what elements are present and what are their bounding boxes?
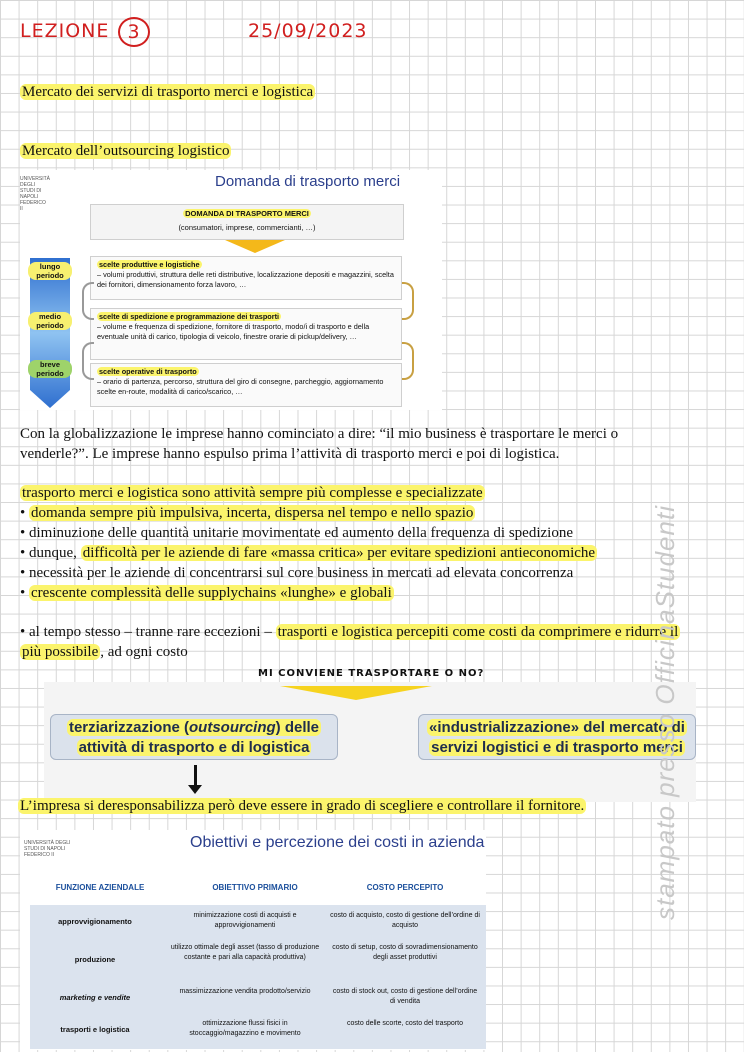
bullet: •: [20, 545, 26, 561]
list-item-4: necessità per le aziende di concentrarsi sul core business in mercati ad elevata concorrenza: [29, 565, 574, 581]
down-arrow-icon: [225, 240, 285, 253]
block-production-title: scelte produttive e logistiche: [99, 260, 200, 269]
cell-costo: costo di acquisto, costo di gestione dell’ordine di acquisto: [330, 912, 480, 929]
option-left-line2: attività di trasporto e di logistica: [78, 739, 310, 756]
block-shipping-text: – volume e frequenza di spedizione, fornitore di trasporto, modo/i di trasporto e della eventuale unità di carico, tipologia di veicolo, finestre orarie di pickup/delivery, …: [97, 322, 370, 341]
col-costo: COSTO PERCEPITO: [366, 883, 444, 892]
figure-obiettivi-costi: [20, 830, 486, 1050]
feedback-arrow-icon: [402, 342, 414, 380]
option-left-c: ) delle: [275, 719, 320, 736]
time-arrow-icon: [30, 258, 70, 408]
option-right-line2: servizi logistici e di trasporto merci: [431, 739, 683, 756]
list-item-6d: , ad ogni costo: [100, 644, 188, 660]
option-right-line1: «industrializzazione» del mercato di: [429, 719, 685, 736]
heading-market: Mercato dei servizi di trasporto merci e logistica: [22, 84, 314, 100]
heading-outsourcing: Mercato dell’outsourcing logistico: [22, 143, 230, 159]
university-logo: UNIVERSITÀ DEGLI STUDI DI NAPOLI FEDERICO II: [24, 840, 71, 858]
table-body: [30, 905, 486, 1049]
block-production: [90, 256, 402, 300]
list-item-3a: dunque,: [29, 545, 81, 561]
paragraph-line-2: venderle?”. Le imprese hanno espulso prima l’attività di trasporto merci e poi di logistica.: [20, 446, 560, 462]
list-intro: trasporto merci e logistica sono attività sempre più complesse e specializzate: [22, 485, 483, 501]
block-production-text: – volumi produttivi, struttura delle reti distributive, localizzazione depositi e magazzini, scelta dei fornitori, dimensionamento forza lavoro, …: [97, 270, 394, 289]
cell-funzione: produzione: [74, 955, 116, 964]
option-outsourcing: [50, 714, 338, 760]
paragraph-line-1: Con la globalizzazione le imprese hanno cominciato a dire: “il mio business è trasportare le merci o: [20, 426, 619, 442]
block-shipping-title: scelte di spedizione e programmazione dei trasporti: [99, 312, 280, 321]
lesson-number: 3: [118, 17, 150, 47]
figure1-title: Domanda di trasporto merci: [215, 173, 401, 190]
cell-funzione: trasporti e logistica: [60, 1025, 130, 1034]
figure-domanda-trasporto: [20, 170, 442, 410]
cell-funzione: approvvigionamento: [58, 917, 132, 926]
cell-obiettivo: massimizzazione vendita prodotto/servizio: [179, 988, 311, 995]
list-item-1: domanda sempre più impulsiva, incerta, dispersa nel tempo e nello spazio: [31, 505, 474, 521]
col-funzione: FUNZIONE AZIENDALE: [55, 883, 145, 892]
block-operative: [90, 363, 402, 407]
bullet: •: [20, 624, 26, 640]
handwritten-question: MI CONVIENE TRASPORTARE O NO?: [258, 668, 485, 679]
period-medium: medio periodo: [28, 312, 72, 330]
cell-obiettivo: utilizzo ottimale degli asset (tasso di produzione costante e pari alla capacità produttiva): [170, 944, 320, 961]
list-item-5: crescente complessità delle supplychains «lunghe» e globali: [31, 585, 392, 601]
period-long: lungo periodo: [28, 262, 72, 280]
cell-obiettivo: ottimizzazione flussi fisici in stoccaggio/magazzino e movimento: [189, 1020, 301, 1037]
cell-costo: costo di setup, costo di sovradimensionamento degli asset produttivi: [332, 944, 478, 961]
conclusion: L’impresa si deresponsabilizza però deve essere in grado di scegliere e controllare il fornitore.: [20, 798, 585, 814]
list-item-6c: più possibile: [22, 644, 99, 660]
bullet: •: [20, 585, 26, 601]
list-item-6b: trasporti e logistica percepiti come costi da comprimere e ridurre il: [277, 624, 679, 640]
option-left-b: outsourcing: [189, 719, 276, 736]
block-operative-title: scelte operative di trasporto: [99, 367, 197, 376]
lesson-label: LEZIONE: [20, 20, 110, 42]
cell-obiettivo: minimizzazione costi di acquisti e approvvigionamenti: [193, 912, 297, 929]
feedback-arrow-icon: [82, 282, 94, 320]
cell-costo: costo di stock out, costo di gestione dell’ordine di vendita: [332, 988, 478, 1005]
list-item-3b: difficoltà per le aziende di fare «massa critica» per evitare spedizioni antieconomiche: [82, 545, 596, 561]
demand-box-title: DOMANDA DI TRASPORTO MERCI: [185, 209, 309, 218]
feedback-arrow-icon: [82, 342, 94, 380]
option-left-a: terziarizzazione (: [68, 719, 189, 736]
list-item-2: diminuzione delle quantità unitarie movimentate ed aumento della frequenza di spedizione: [29, 525, 573, 541]
demand-box: [90, 204, 404, 240]
block-operative-text: – orario di partenza, percorso, struttura del giro di consegne, parcheggio, aggiornamento scelte en-route, modalità di carico/scarico, …: [97, 377, 384, 396]
block-shipping: [90, 308, 402, 360]
col-obiettivo: OBIETTIVO PRIMARIO: [212, 883, 298, 892]
period-short: breve periodo: [28, 360, 72, 378]
cell-funzione: marketing e vendite: [59, 993, 131, 1002]
figure2-title: Obiettivi e percezione dei costi in azienda: [190, 834, 485, 851]
list-item-6a: al tempo stesso – tranne rare eccezioni –: [29, 624, 276, 640]
bullet: •: [20, 505, 26, 521]
bullet: •: [20, 525, 26, 541]
feedback-arrow-icon: [402, 282, 414, 320]
cell-costo: costo delle scorte, costo del trasporto: [347, 1020, 463, 1027]
demand-box-subtitle: (consumatori, imprese, commercianti, …): [178, 223, 316, 232]
bullet: •: [20, 565, 26, 581]
handwritten-arrowhead-icon: [188, 785, 202, 794]
watermark: stampato presso OfficinaStudenti: [650, 505, 680, 920]
university-logo: UNIVERSITÀ DEGLI STUDI DI NAPOLI FEDERICO II: [20, 176, 51, 212]
split-arrow-icon: [280, 686, 432, 700]
lesson-date: 25/09/2023: [248, 20, 368, 42]
